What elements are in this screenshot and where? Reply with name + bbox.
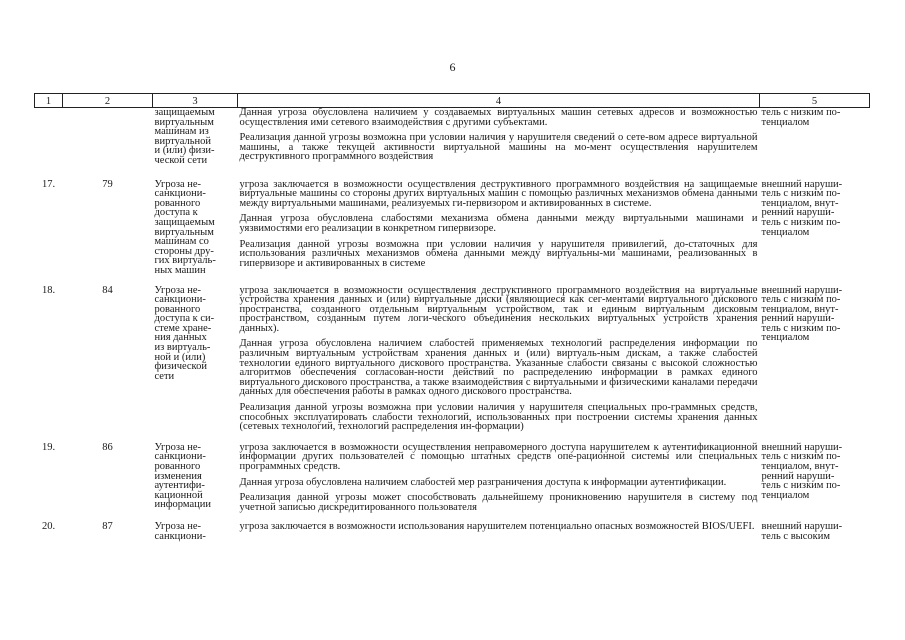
threat-description: [238, 284, 760, 441]
description-paragraph: Данная угроза обусловлена наличием у создаваемых виртуальных машин сетевых адресов и возможностью осуществления ими сетевого взаимодействия с другими субъектами.: [239, 107, 758, 128]
threat-code: 84: [102, 284, 113, 296]
row-number: 18.: [41, 284, 56, 296]
threat-name: защищаемым виртуальным машинам из виртуальной и (или) физи- ческой сети: [154, 107, 215, 166]
description-paragraph: угроза заключается в возможности осуществления деструктивного программного воздействия на виртуальные устройства хранения данных и (или) виртуальные диски (являющиеся как сег-ментами виртуального дискового пространства, созданного отдельным виртуальным устройством, так и единым виртуальным дисковым пространством, созданным путем логи-ческого объединения нескольких виртуальных устройств хранения данных).: [239, 284, 758, 334]
column-header-2: 2: [63, 94, 153, 108]
description-paragraph: Данная угроза обусловлена слабостями механизма обмена данными между виртуальными машинами и уязвимостями его реализации в конкретном гипервизоре.: [239, 213, 758, 234]
threat-name: Угроза не- санкциони- рованного доступа к защищаемым виртуальным машинам со стороны дру- гих виртуаль- ных машин: [154, 178, 216, 276]
table-row: [35, 441, 870, 521]
description-paragraph: угроза заключается в возможности осуществления деструктивного программного воздействия на защищаемые виртуальные машины со стороны других виртуальных машин с помощью различных механизмов обмена данными между виртуальными машинами, реализуемых ги-первизором и активированных в системе.: [239, 178, 758, 209]
threat-code: [63, 108, 153, 178]
row-number: 17.: [41, 178, 56, 190]
description-paragraph: Реализация данной угрозы возможна при условии наличия у нарушителя специальных про-граммных средств, способных эксплуатировать слабости технологий, использованных при построении системы хранения данных (сетевых технологий, технологий распределения ин-формации): [239, 402, 758, 433]
description-paragraph: Реализация данной угрозы возможна при условии наличия у нарушителя привилегий, до-статочных для использования различных механизмов обмена данными между виртуальны-ми машинами, реализованных в гипервизоре и активированных в системе: [239, 238, 758, 269]
threat-description: [238, 441, 760, 521]
threat-code: 79: [102, 178, 113, 190]
page-number: 6: [449, 60, 456, 74]
table-row: [35, 108, 870, 178]
row-number: [35, 108, 63, 178]
violator-type: внешний наруши- тель с низким по- тенциалом, внут- ренний наруши- тель с низким по- тенциалом: [761, 178, 843, 238]
description-paragraph: Реализация данной угрозы возможна при условии наличия у нарушителя сведений о сете-вом адресе виртуальной машины, а также текущей активности виртуальной машины на мо-мент осуществления нарушителем деструктивного программного воздействия: [239, 132, 758, 163]
column-header-1: 1: [35, 94, 63, 108]
column-header-4: 4: [238, 94, 760, 108]
threat-description: [238, 520, 760, 541]
threat-code: 87: [102, 521, 113, 533]
table-row: [35, 284, 870, 441]
column-header-5: 5: [760, 94, 870, 108]
description-paragraph: угроза заключается в возможности использования нарушителем потенциально опасных возможностей BIOS/UEFI.: [239, 521, 755, 533]
description-paragraph: Реализация данной угрозы может способствовать дальнейшему проникновению нарушителя в систему под учетной записью дискредитированного пользователя: [239, 492, 758, 513]
table-row: [35, 520, 870, 541]
violator-type: тель с низким по- тенциалом: [761, 107, 841, 128]
description-paragraph: Данная угроза обусловлена наличием слабостей применяемых технологий распределения информации по различным виртуальным устройствам хранения данных и (или) виртуаль-ным дискам, а также слабостей технологии единого виртуального дискового пространства. Указанные слабости связаны с высокой сложностью алгоритмов обеспечения согласован-ности действий по распределению информации в рамках единого виртуального дискового пространства, а также взаимодействия с виртуальными и физическими каналами передачи данных для обеспечения работы в рамках одного дискового пространства.: [239, 338, 758, 398]
column-header-3: 3: [153, 94, 238, 108]
table-row: [35, 178, 870, 284]
threat-name: Угроза не- санкциони- рованного доступа к си- стеме хране- ния данных из виртуаль- ной и (или) физической сети: [154, 284, 215, 382]
threat-name: Угроза не- санкциони- рованного изменения аутентифи- кационной информации: [154, 441, 211, 511]
violator-type: внешний наруши- тель с низким по- тенциалом, внут- ренний наруши- тель с низким по- тенциалом: [761, 441, 843, 501]
threat-description: [238, 108, 760, 178]
row-number: 20.: [41, 521, 56, 533]
column-number-row: [35, 94, 870, 108]
violator-type: внешний наруши- тель с высоким: [761, 521, 843, 542]
description-paragraph: угроза заключается в возможности осуществления неправомерного доступа нарушителем к аутентификационной информации других пользователей с помощью штатных средств опе-рационной системы или специальных программных средств.: [239, 441, 758, 472]
threat-code: 86: [102, 441, 113, 453]
threat-name: Угроза не- санкциони-: [154, 521, 206, 542]
row-number: 19.: [41, 441, 56, 453]
threat-table: [34, 93, 870, 542]
description-paragraph: Данная угроза обусловлена наличием слабостей мер разграничения доступа к информации аутентификации.: [239, 476, 727, 488]
threat-description: [238, 178, 760, 284]
violator-type: внешний наруши- тель с низким по- тенциалом, внут- ренний наруши- тель с низким по- тенциалом: [761, 284, 843, 344]
